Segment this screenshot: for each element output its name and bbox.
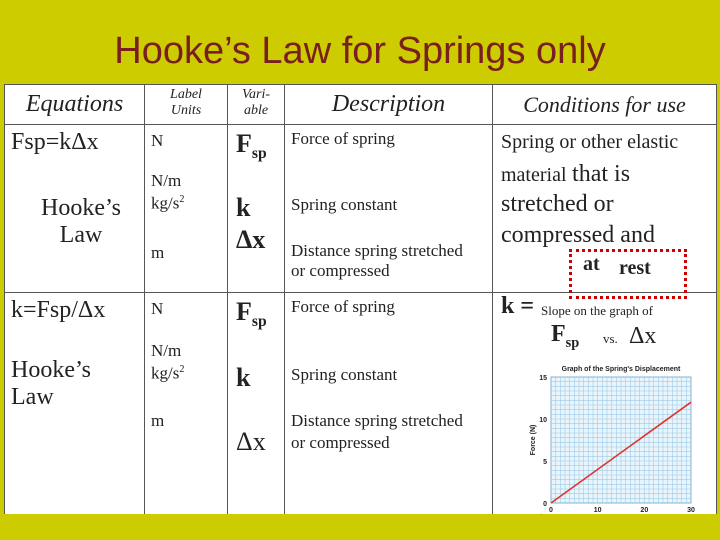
- conditions-cell: [493, 125, 717, 293]
- spring-displacement-chart: [527, 355, 717, 521]
- variable-cell: [228, 125, 285, 293]
- header-label-units: [145, 85, 228, 125]
- cond-line4: compressed and: [501, 222, 655, 248]
- header-label-line: Label: [170, 87, 202, 102]
- var-k: k: [236, 193, 251, 222]
- cond-material: material: [501, 164, 567, 186]
- equation-text: [11, 297, 105, 324]
- slope-text: Slope on the graph of: [541, 303, 653, 318]
- header-conditions: Conditions for use: [493, 85, 717, 125]
- chart-x-tick-label: 30: [687, 507, 695, 514]
- hookes-law-label: [31, 195, 131, 249]
- cond-rest: rest: [619, 257, 651, 279]
- unit-kg-text: kg/s: [151, 363, 180, 383]
- unit-newton: N: [151, 299, 164, 318]
- desc-force: Force of spring: [291, 297, 395, 316]
- graph-f-text: F: [551, 321, 566, 347]
- chart-y-tick-label: 15: [539, 375, 547, 382]
- conditions-cell: [493, 293, 717, 515]
- var-k: k: [236, 363, 251, 392]
- chart-title: Graph of the Spring's Displacement: [561, 366, 681, 373]
- equation-cell: [5, 125, 145, 293]
- hookes-law-table: [4, 84, 717, 515]
- table-row: [5, 293, 717, 515]
- cond-line2: [501, 158, 630, 191]
- unit-newton: N: [151, 131, 164, 150]
- equation-formula: k=Fsp/Δx: [11, 297, 106, 323]
- desc-force: Force of spring: [291, 129, 395, 148]
- cond-that-is: that is: [572, 161, 631, 187]
- chart-x-tick-label: 10: [593, 507, 602, 514]
- law-line1: Hooke’s: [11, 357, 91, 383]
- hookes-law-label: [11, 357, 91, 411]
- table-row: [5, 125, 717, 293]
- header-variable: [228, 85, 285, 125]
- law-line2: Law: [11, 384, 54, 410]
- unit-n-per-m: N/m: [151, 171, 182, 190]
- unit-kg-per-s2: $kg/s^2$: [151, 193, 185, 213]
- header-equations: Equations: [5, 85, 145, 125]
- cond-line3: stretched or: [501, 191, 614, 217]
- unit-meter: m: [151, 411, 165, 430]
- chart-x-tick-label: 20: [640, 507, 649, 514]
- desc-distance: Distance spring stretched: [291, 241, 463, 260]
- page-title: Hooke’s Law for Springs only: [114, 30, 606, 72]
- variable-cell: [228, 293, 285, 515]
- var-delta-x: Δx: [236, 427, 266, 456]
- var-force-text: F: [236, 129, 252, 158]
- desc-distance: Distance spring stretched: [291, 411, 463, 430]
- footer-bar: [0, 514, 720, 540]
- desc-compressed: or compressed: [291, 261, 390, 280]
- units-cell: [145, 293, 228, 515]
- equation-cell: [5, 293, 145, 515]
- law-line2: Law: [59, 222, 103, 248]
- unit-meter: m: [151, 243, 165, 262]
- header-variable-line2: able: [243, 103, 269, 118]
- chart-y-tick-label: 5: [543, 459, 547, 466]
- var-force: $F_{sp}$: [236, 129, 267, 163]
- unit-kg-per-s2: $kg/s^2$: [151, 363, 185, 383]
- header-row: [5, 85, 717, 125]
- desc-compressed: or compressed: [291, 433, 390, 452]
- graph-dx-label: Δx: [629, 323, 657, 349]
- header-variable-line1: Vari-: [242, 87, 270, 102]
- chart-y-tick-label: 0: [543, 501, 547, 508]
- unit-n-per-m: N/m: [151, 341, 182, 360]
- chart-x-tick-label: 0: [549, 507, 553, 514]
- var-delta-x: Δx: [236, 225, 266, 254]
- k-equals: k =: [501, 293, 535, 319]
- description-cell: [285, 125, 493, 293]
- var-force: $F_{sp}$: [236, 297, 267, 331]
- law-line1: Hooke’s: [41, 195, 121, 221]
- description-cell: [285, 293, 493, 515]
- graph-f-label: $F_{sp}$: [551, 321, 580, 351]
- desc-spring-constant: Spring constant: [291, 195, 398, 214]
- desc-spring-constant: Spring constant: [291, 365, 398, 384]
- cond-at: at: [583, 253, 600, 275]
- vs-text: vs.: [603, 331, 618, 346]
- chart-y-axis-label: Force (N): [530, 424, 537, 456]
- unit-kg-text: kg/s: [151, 193, 180, 213]
- equation-text: [11, 129, 99, 156]
- header-description: Description: [285, 85, 493, 125]
- units-cell: [145, 125, 228, 293]
- var-force-text: F: [236, 297, 252, 326]
- equation-formula: Fsp=kΔx: [11, 129, 99, 155]
- header-units-line: Units: [170, 103, 202, 118]
- chart-y-tick-label: 10: [539, 417, 547, 424]
- cond-line1: Spring or other elastic: [501, 131, 679, 153]
